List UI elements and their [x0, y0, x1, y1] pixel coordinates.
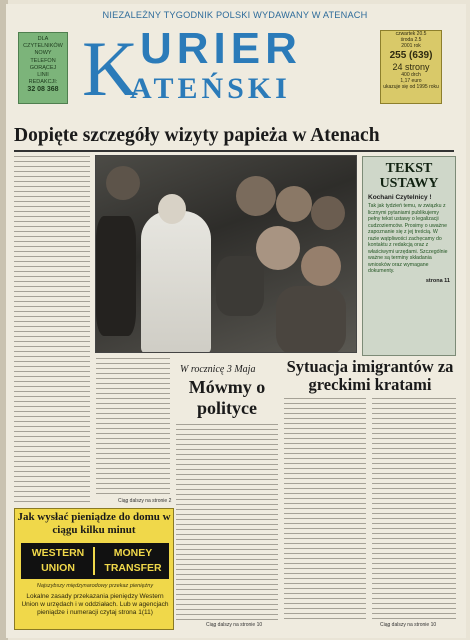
- issue-info-box: [380, 30, 442, 104]
- hotline-line: CZYTELNIKÓW: [23, 43, 63, 50]
- hotline-line: REDAKCJI:: [28, 79, 58, 86]
- law-text-box: [362, 156, 456, 356]
- law-box-greeting: Kochani Czytelnicy !: [368, 194, 432, 201]
- ad-tagline: Najszybszy międzynarodowy przekaz pieniężny: [36, 583, 154, 589]
- masthead-slogan: NIEZALEŻNY TYGODNIK POLSKI WYDAWANY W ATENACH: [102, 10, 368, 20]
- article-title-politics: Mówmy o polityce: [188, 377, 266, 418]
- article-text-column: [14, 156, 90, 506]
- issue-year: 2001 rok: [401, 43, 421, 49]
- ad-description: Lokalne zasady przekazania pieniędzy Western Union w urzędach i w oddziałach. Lub w agencjach pieniądze i numeracji czytaj strona 1(11): [21, 593, 169, 616]
- headline-rule: [14, 150, 454, 152]
- logo-divider: [93, 547, 95, 575]
- crowd-figure: [106, 166, 140, 200]
- crowd-figure: [276, 286, 346, 353]
- logo-money-transfer: MONEY TRANSFER: [104, 547, 162, 574]
- hotline-box: [18, 32, 68, 104]
- crowd-figure: [256, 226, 300, 270]
- hotline-line: TELEFON: [30, 57, 56, 64]
- pope-head: [158, 194, 186, 224]
- crowd-figure: [236, 176, 276, 216]
- western-union-ad: [14, 508, 174, 630]
- article-text-column: [284, 398, 366, 620]
- hotline-line: DLA: [37, 36, 49, 42]
- crowd-figure: [96, 216, 136, 336]
- logo-western-union: WESTERN UNION: [31, 547, 85, 574]
- logo-letter-k: K: [82, 25, 139, 112]
- hotline-number: 32 08 368: [27, 86, 59, 94]
- article-kicker: W rocznicę 3 Maja: [180, 364, 256, 375]
- issue-week: środa 2.5: [400, 37, 422, 43]
- law-box-title-1: TEKST: [385, 161, 433, 176]
- main-headline: Dopięte szczegóły wizyty papieża w Atenach: [14, 125, 380, 146]
- price-drachma: 400 drch: [401, 72, 421, 78]
- crowd-figure: [301, 246, 341, 286]
- western-union-logo: [21, 543, 169, 579]
- article-text-column: [96, 358, 170, 498]
- article-text-column: [372, 398, 456, 620]
- pope-figure: [141, 211, 211, 353]
- pope-photo: [95, 155, 357, 353]
- article-text-column: [176, 424, 278, 620]
- law-box-ref: strona 11: [425, 277, 450, 284]
- ad-title: Jak wysłać pieniądze do domu w ciągu kilku minut: [17, 511, 171, 536]
- hotline-line: GORĄCEJ: [29, 64, 57, 71]
- continuation-ref: Ciąg dalszy na stronie 10: [206, 622, 263, 628]
- crowd-figure: [276, 186, 312, 222]
- hotline-line: LINII: [37, 72, 49, 79]
- logo-word-urier: URIER: [140, 24, 302, 73]
- masthead-logo: [82, 22, 372, 110]
- issue-since: ukazuje się od 1995 roku: [383, 84, 439, 90]
- issue-number: 255 (639): [389, 50, 433, 61]
- issue-date: czwartek 20.5: [395, 31, 427, 37]
- article-title-immigrants: Sytuacja imigrantów za greckimi kratami: [286, 357, 454, 394]
- crowd-figure: [311, 196, 345, 230]
- law-box-title-2: USTAWY: [379, 176, 439, 191]
- hotline-line: NOWY: [34, 50, 52, 57]
- crowd-figure: [216, 256, 264, 316]
- continuation-ref: Ciąg dalszy na stronie 10: [380, 622, 437, 628]
- logo-word-atenski: ATEŃSKI: [130, 72, 291, 105]
- issue-pages: 24 strony: [392, 62, 430, 72]
- price-euro: 1,17 euro: [400, 78, 422, 84]
- law-box-body: Tak jak tydzień temu, w związku z licznymi pytaniami publikujemy pełny tekst ustawy o legalizacji cudzoziemców. Prosimy o uważne zapoznanie się z jej treścią. W razie wątpliwości zachęcamy do kontaktu z redakcją oraz z właściwymi urzędami. Szczególnie ważne są terminy składania wniosków oraz wymagane dokumenty.: [368, 203, 448, 274]
- continuation-ref: Ciąg dalszy na stronie 2: [118, 498, 172, 504]
